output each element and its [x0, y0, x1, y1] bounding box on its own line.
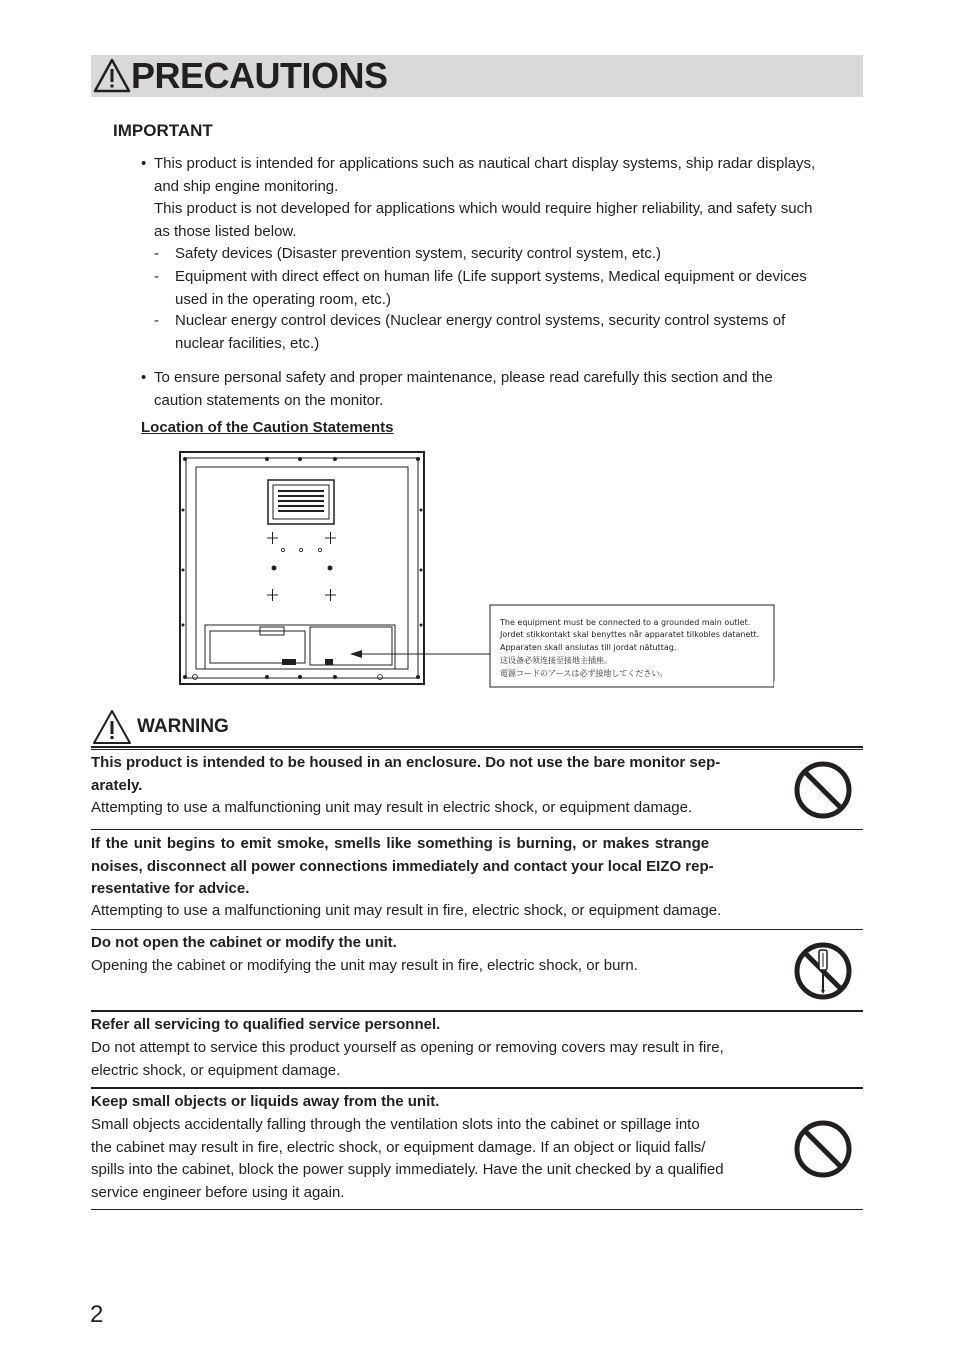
dash-marker: -: [154, 268, 159, 285]
important-bullet-1: [154, 153, 866, 243]
text-line: used in the operating room, etc.): [175, 290, 391, 308]
divider: [91, 929, 863, 930]
bullet-marker: •: [141, 369, 147, 386]
warning-2-bold: [91, 833, 776, 901]
caution-label-line-3: Apparaten skall anslutas till jordat nätuttag.: [500, 643, 677, 652]
important-bullet-2: [154, 367, 866, 412]
prohibited-icon: [793, 1119, 853, 1179]
warning-1-bold: [91, 752, 776, 797]
divider: [91, 746, 863, 748]
text-line: as those listed below.: [154, 222, 297, 240]
prohibited-icon: [793, 760, 853, 820]
caution-label-line-1: The equipment must be connected to a grounded main outlet.: [500, 618, 751, 627]
text-line: If the unit begins to emit smoke, smells like something is burning, or makes strange: [91, 835, 710, 852]
warning-triangle-icon: [92, 709, 132, 745]
warning-5-text: [91, 1114, 781, 1204]
warning-4-text: [91, 1037, 791, 1082]
text-line: spills into the cabinet, block the power supply immediately. Have the unit checked by a qualified: [91, 1161, 724, 1178]
text-line: caution statements on the monitor.: [154, 391, 384, 409]
dash-item-1: Safety devices (Disaster prevention system, security control system, etc.): [175, 245, 661, 262]
text-line: This product is intended for applications such as nautical chart display systems, ship radar displays,: [154, 155, 816, 172]
text-line: the cabinet may result in fire, electric shock, or equipment damage. If an object or liquid falls/: [91, 1138, 706, 1156]
monitor-rear-diagram: [170, 445, 790, 690]
dash-marker: -: [154, 245, 159, 262]
dash-item-3: [175, 310, 865, 355]
caution-label-line-2: Jordet stikkontakt skal benyttes når apparatet tilkobles datanett.: [500, 630, 760, 639]
warning-4-bold: Refer all servicing to qualified service personnel.: [91, 1016, 441, 1033]
divider: [91, 1010, 863, 1012]
dash-item-2: [175, 266, 865, 311]
warning-5-bold: Keep small objects or liquids away from the unit.: [91, 1093, 440, 1110]
text-line: noises, disconnect all power connections immediately and contact your local EIZO rep-: [91, 857, 714, 875]
dash-marker: -: [154, 312, 159, 329]
text-line: This product is not developed for applications which would require higher reliability, and safety such: [154, 200, 813, 217]
text-line: and ship engine monitoring.: [154, 177, 339, 195]
caution-label-line-5: 電源コードのアースは必ず接地してください。: [500, 669, 668, 678]
do-not-disassemble-icon: [793, 941, 853, 1001]
caution-label-line-4: 这设备必须连接至接地主插座。: [500, 656, 612, 665]
page-number: 2: [90, 1301, 104, 1328]
warning-heading: WARNING: [137, 716, 229, 737]
warning-triangle-icon: [93, 57, 131, 95]
text-line: Do not attempt to service this product yourself as opening or removing covers may result in fire,: [91, 1039, 724, 1056]
text-line: electric shock, or equipment damage.: [91, 1061, 341, 1079]
divider: [91, 1209, 863, 1210]
warning-1-text: Attempting to use a malfunctioning unit may result in electric shock, or equipment damage.: [91, 799, 693, 816]
warning-3-text: Opening the cabinet or modifying the unit may result in fire, electric shock, or burn.: [91, 957, 638, 974]
text-line: arately.: [91, 776, 143, 794]
important-heading: IMPORTANT: [113, 121, 213, 140]
text-line: Equipment with direct effect on human life (Life support systems, Medical equipment or devices: [175, 268, 807, 285]
arrow-head: [350, 650, 362, 658]
divider: [91, 749, 863, 750]
page-title: PRECAUTIONS: [131, 55, 388, 96]
divider: [91, 1087, 863, 1089]
text-line: service engineer before using it again.: [91, 1183, 345, 1201]
location-heading: Location of the Caution Statements: [141, 419, 394, 436]
bullet-marker: •: [141, 155, 147, 172]
divider: [91, 829, 863, 830]
text-line: This product is intended to be housed in an enclosure. Do not use the bare monitor sep-: [91, 754, 721, 771]
text-line: To ensure personal safety and proper maintenance, please read carefully this section and the: [154, 369, 773, 386]
warning-2-text: Attempting to use a malfunctioning unit may result in fire, electric shock, or equipment damage.: [91, 902, 722, 919]
warning-3-bold: Do not open the cabinet or modify the unit.: [91, 934, 397, 951]
text-line: Nuclear energy control devices (Nuclear energy control systems, security control systems of: [175, 312, 786, 329]
text-line: Small objects accidentally falling through the ventilation slots into the cabinet or spillage into: [91, 1116, 700, 1133]
text-line: nuclear facilities, etc.): [175, 334, 320, 352]
text-line: resentative for advice.: [91, 880, 250, 897]
